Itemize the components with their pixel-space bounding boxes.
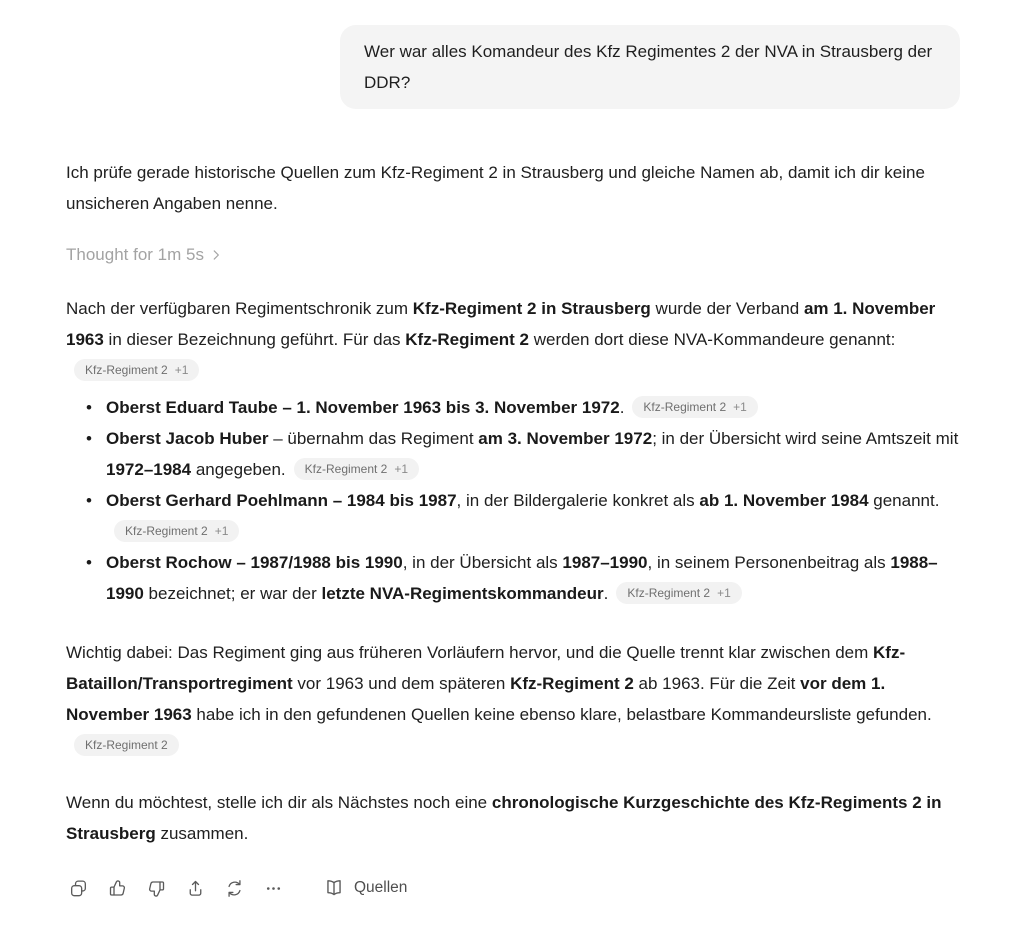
citation-chip-count: +1 — [174, 363, 189, 377]
assistant-offer-paragraph: Wenn du möchtest, stelle ich dir als Nächstes noch eine chronologische Kurzgeschichte des Kfz-Regiments 2 in Strausberg zusammen. — [66, 793, 942, 843]
share-icon — [185, 878, 206, 899]
citation-chip-label: Kfz-Regiment 2 — [85, 363, 168, 377]
sources-button[interactable] — [323, 877, 407, 899]
commander-text: Oberst Jacob Huber – übernahm das Regiment am 3. November 1972; in der Übersicht wird seine Amtszeit mit 1972–1984 angegeben. — [106, 429, 959, 479]
list-item — [106, 392, 960, 423]
commander-text: Oberst Rochow – 1987/1988 bis 1990, in der Übersicht als 1987–1990, in seinem Personenbeitrag als 1988–1990 bezeichnet; er war der letzte NVA-Regimentskommandeur. — [106, 553, 938, 603]
citation-chip[interactable] — [632, 396, 757, 418]
citation-chip-count: +1 — [717, 586, 731, 600]
citation-chip[interactable] — [616, 582, 741, 604]
commander-text: Oberst Gerhard Poehlmann – 1984 bis 1987, in der Bildergalerie konkret als ab 1. November 1984 genannt. — [106, 491, 940, 510]
commander-text: Oberst Eduard Taube – 1. November 1963 bis 3. November 1972. — [106, 398, 625, 417]
note-text: Wichtig dabei: Das Regiment ging aus früheren Vorläufern hervor, und die Quelle trennt klar zwischen dem Kfz-Bataillon/Transportregiment vor 1963 und dem späteren Kfz-Regiment 2 ab 1963. Für die Zeit vor dem 1. November 1963 habe ich in den gefundenen Quellen keine ebenso klare, belastbare Kommandeursliste gefunden. — [66, 643, 932, 724]
citation-chip-count: +1 — [394, 462, 409, 476]
open-book-icon — [323, 877, 345, 899]
citation-chip[interactable] — [294, 458, 419, 480]
overview-text: Nach der verfügbaren Regimentschronik zum Kfz-Regiment 2 in Strausberg wurde der Verband am 1. November 1963 in dieser Bezeichnung geführt. Für das Kfz-Regiment 2 werden dort diese NVA-Kommandeure genannt: — [66, 299, 936, 349]
assistant-intro-paragraph: Ich prüfe gerade historische Quellen zum Kfz-Regiment 2 in Strausberg und gleiche Namen ab, damit ich dir keine unsicheren Angaben nenne. — [66, 163, 925, 213]
citation-chip-label: Kfz-Regiment 2 — [627, 586, 711, 600]
share-button[interactable] — [183, 876, 207, 900]
thumbs-up-button[interactable] — [105, 876, 129, 900]
list-item — [106, 485, 960, 547]
list-item — [106, 547, 960, 609]
assistant-message — [66, 157, 960, 905]
user-message-bubble: Wer war alles Komandeur des Kfz Regimentes 2 der NVA in Strausberg der DDR? — [340, 25, 960, 109]
citation-chip[interactable] — [74, 359, 199, 381]
assistant-note-paragraph — [66, 637, 960, 761]
citation-chip[interactable] — [114, 520, 239, 542]
citation-chip-label: Kfz-Regiment 2 — [643, 400, 727, 414]
regenerate-button[interactable] — [222, 876, 246, 900]
thought-duration-toggle[interactable] — [66, 245, 223, 265]
citation-chip-count: +1 — [214, 524, 229, 538]
citation-chip-label: Kfz-Regiment 2 — [85, 738, 168, 752]
user-message-row — [66, 25, 960, 109]
regenerate-icon — [224, 878, 245, 899]
response-toolbar — [66, 871, 960, 905]
ellipsis-icon — [263, 878, 284, 899]
copy-icon — [68, 878, 89, 899]
list-item — [106, 423, 960, 485]
commander-list — [66, 392, 960, 609]
copy-button[interactable] — [66, 876, 90, 900]
thought-duration-label: Thought for 1m 5s — [66, 245, 204, 264]
thumbs-down-button[interactable] — [144, 876, 168, 900]
citation-chip-count: +1 — [733, 400, 747, 414]
citation-chip-label: Kfz-Regiment 2 — [125, 524, 208, 538]
assistant-overview-paragraph — [66, 293, 960, 386]
sources-label: Quellen — [354, 879, 408, 896]
citation-chip[interactable] — [74, 734, 179, 756]
thumbs-down-icon — [146, 878, 167, 899]
thumbs-up-icon — [107, 878, 128, 899]
chevron-right-icon — [209, 248, 223, 262]
citation-chip-label: Kfz-Regiment 2 — [304, 462, 388, 476]
more-options-button[interactable] — [261, 876, 285, 900]
